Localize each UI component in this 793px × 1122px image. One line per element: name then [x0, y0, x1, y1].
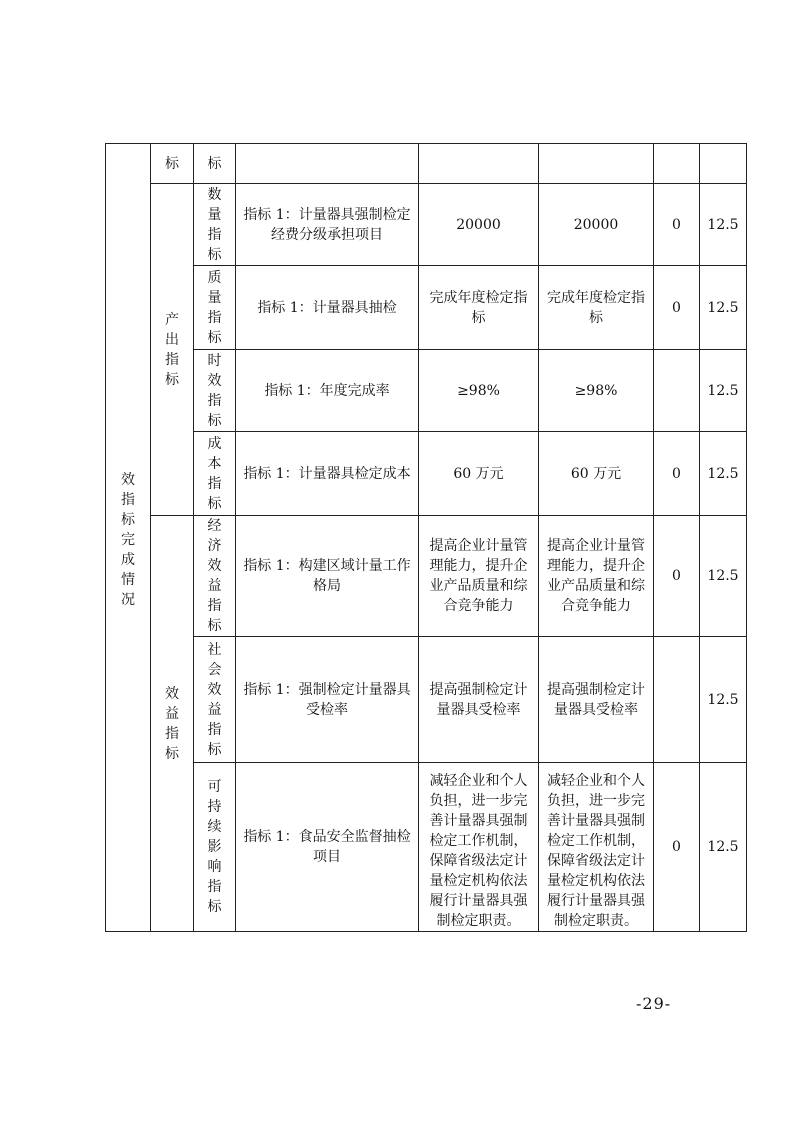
first-level-category: [106, 144, 151, 932]
target-value-cell: ≥98%: [419, 350, 539, 432]
score-cell: 0: [654, 184, 700, 266]
performance-indicator-table: [105, 143, 747, 932]
indicator-cell: 指标 1：强制检定计量器具受检率: [236, 637, 419, 763]
header-cell-level2: 标: [151, 144, 194, 184]
score-cell: 0: [654, 516, 700, 637]
indicator-cell: 指标 1：构建区域计量工作格局: [236, 516, 419, 637]
first-level-label: 效 指 标 完 成 情 况: [121, 471, 135, 608]
score-cell: [654, 637, 700, 763]
weight-cell: 12.5: [700, 516, 747, 637]
third-level-category: 可 持 续 影 响 指 标: [194, 763, 236, 932]
third-level-category: 质 量 指 标: [194, 266, 236, 350]
weight-cell: 12.5: [700, 184, 747, 266]
score-cell: 0: [654, 266, 700, 350]
page-number: -29-: [636, 994, 672, 1013]
indicator-cell: 指标 1：计量器具抽检: [236, 266, 419, 350]
table-row: [106, 432, 747, 516]
target-value-cell: 减轻企业和个人负担，进一步完善计量器具强制检定工作机制，保障省级法定计量检定机构依法履行计量器具强制检定职责。: [419, 763, 539, 932]
indicator-cell: 指标 1：年度完成率: [236, 350, 419, 432]
weight-cell: 12.5: [700, 763, 747, 932]
target-value-cell: 提高企业计量管理能力，提升企业产品质量和综合竞争能力: [419, 516, 539, 637]
table-row: [106, 184, 747, 266]
header-cell-empty: [539, 144, 654, 184]
header-cell-empty: [236, 144, 419, 184]
third-level-category: 成 本 指 标: [194, 432, 236, 516]
second-level-category: 效 益 指 标: [151, 516, 194, 932]
target-value-cell: 完成年度检定指标: [419, 266, 539, 350]
header-cell-level3: 标: [194, 144, 236, 184]
score-cell: [654, 350, 700, 432]
indicator-cell: 指标 1：计量器具强制检定经费分级承担项目: [236, 184, 419, 266]
actual-value-cell: 60 万元: [539, 432, 654, 516]
actual-value-cell: 完成年度检定指标: [539, 266, 654, 350]
table-row: [106, 144, 747, 184]
header-cell-empty: [700, 144, 747, 184]
score-cell: 0: [654, 432, 700, 516]
second-level-category: 产 出 指 标: [151, 184, 194, 516]
target-value-cell: 提高强制检定计量器具受检率: [419, 637, 539, 763]
third-level-category: 经 济 效 益 指 标: [194, 516, 236, 637]
third-level-category: 数 量 指 标: [194, 184, 236, 266]
actual-value-cell: 减轻企业和个人负担，进一步完善计量器具强制检定工作机制，保障省级法定计量检定机构依法履行计量器具强制检定职责。: [539, 763, 654, 932]
weight-cell: 12.5: [700, 637, 747, 763]
table-row: [106, 637, 747, 763]
weight-cell: 12.5: [700, 350, 747, 432]
weight-cell: 12.5: [700, 266, 747, 350]
actual-value-cell: 20000: [539, 184, 654, 266]
header-cell-empty: [419, 144, 539, 184]
score-cell: 0: [654, 763, 700, 932]
table-row: [106, 516, 747, 637]
table-row: [106, 266, 747, 350]
table-row: [106, 350, 747, 432]
actual-value-cell: 提高企业计量管理能力，提升企业产品质量和综合竞争能力: [539, 516, 654, 637]
indicator-cell: 指标 1：计量器具检定成本: [236, 432, 419, 516]
target-value-cell: 60 万元: [419, 432, 539, 516]
table-row: [106, 763, 747, 932]
header-cell-empty: [654, 144, 700, 184]
third-level-category: 时 效 指 标: [194, 350, 236, 432]
actual-value-cell: 提高强制检定计量器具受检率: [539, 637, 654, 763]
weight-cell: 12.5: [700, 432, 747, 516]
target-value-cell: 20000: [419, 184, 539, 266]
indicator-cell: 指标 1：食品安全监督抽检项目: [236, 763, 419, 932]
third-level-category: 社 会 效 益 指 标: [194, 637, 236, 763]
actual-value-cell: ≥98%: [539, 350, 654, 432]
